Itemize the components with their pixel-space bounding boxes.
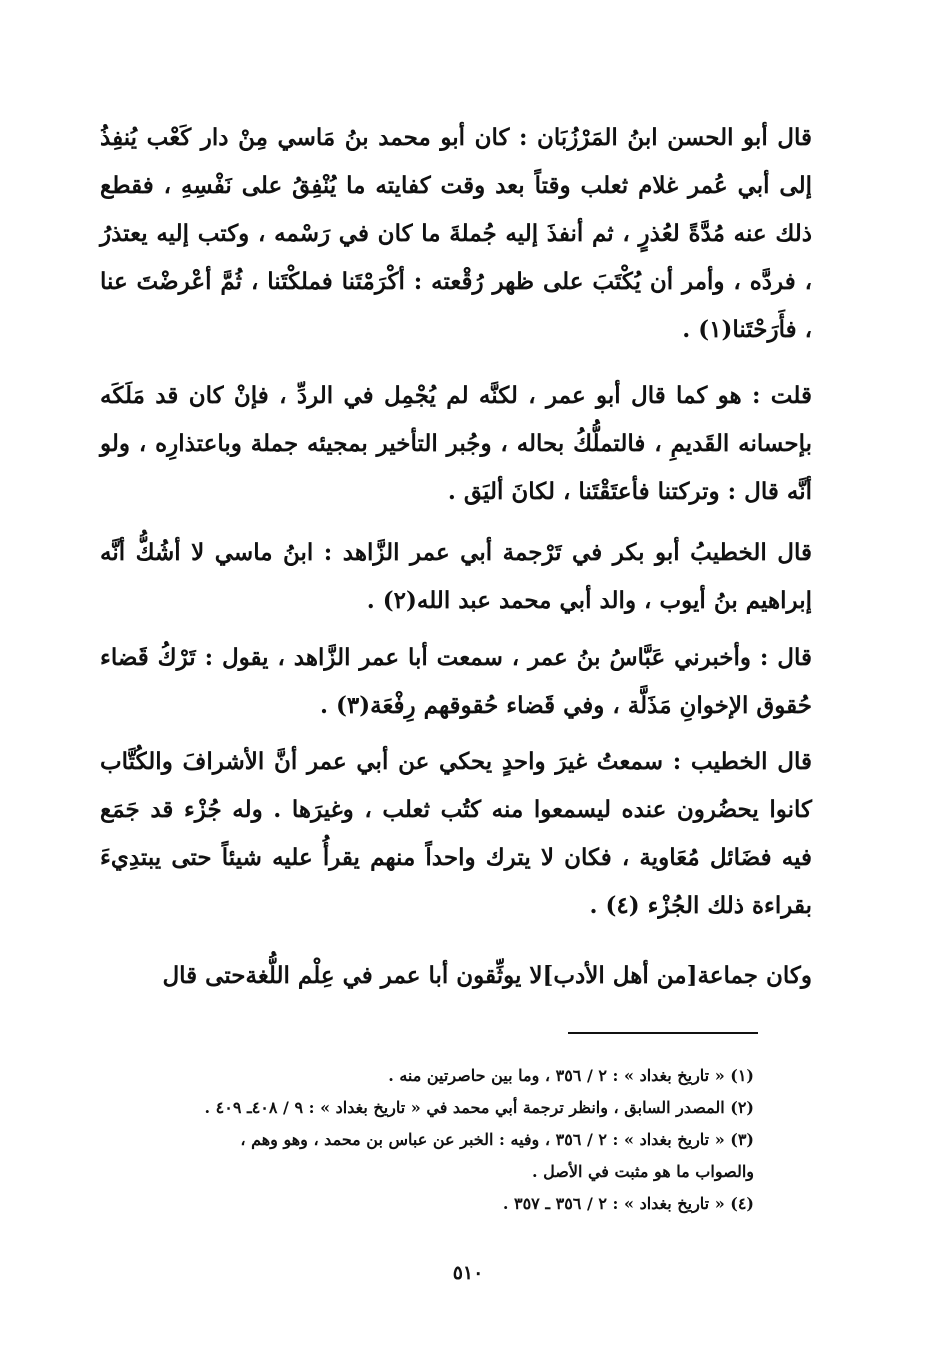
- footnote-4: (٤) « تاريخ بغداد » : ٢ / ٣٥٦ ـ ٣٥٧ .: [502, 1194, 754, 1213]
- footnote-2: (٢) المصدر السابق ، وانظر ترجمة أبي محمد في « تاريخ بغداد » : ٩ / ٤٠٨ـ ٤٠٩ .: [204, 1098, 754, 1117]
- footnote-3-continuation: والصواب ما هو مثبت في الأصل .: [531, 1162, 754, 1181]
- paragraph-3: قال الخطيبُ أبو بكر في تَرْجمة أبي عمر الزَّاهد : ابنُ ماسي لا أشُكُّ أنَّه إبراهيم بنُ أيوب ، والد أبي محمد عبد الله(٢) .: [100, 539, 812, 614]
- paragraph-2: قلت : هو كما قال أبو عمر ، لكنَّه لم يُجْمِل في الردِّ ، فإنْ كان قد مَلَكَه بإحسانه القَديمِ ، فالتملُّكُ بحاله ، وجُبر التأخير بمجيئه جملة وباعتذارِه ، ولو أنَّه قال : وتركتنا فأعتَقْتَنا ، لكانَ أليَق .: [100, 382, 812, 505]
- paragraph-4: قال : وأخبرني عَبَّاسُ بنُ عمر ، سمعت أبا عمر الزَّاهد ، يقول : تَرْكُ قَضاء حُقوق الإخوانِ مَذَلَّة ، وفي قَضاء حُقوقهم رِفْعَة(٣) .: [100, 644, 812, 719]
- footnotes: [100, 1060, 812, 1220]
- paragraph-5: قال الخطيب : سمعتُ غيرَ واحدٍ يحكي عن أبي عمر أنَّ الأشرافَ والكُتَّاب كانوا يحضُرون عنده ليسمعوا منه كتُب ثعلب ، وغيرَها . وله جُزْء قد جَمَع فيه فضَائل مُعَاوية ، فكان لا يترك واحداً منهم يقرأُ عليه شيئاً حتى يبتدِيءَ بقراءة ذلك الجُزْء (٤) .: [100, 748, 812, 919]
- paragraph-1: قال أبو الحسن ابنُ المَرْزُبَان : كان أبو محمد بنُ مَاسي مِنْ دار كَعْب يُنفِذُ إلى أبي عُمر غلام ثعلب وقتاً بعد وقت كفايته ما يُنْفِقُ على نَفْسِهِ ، فقطع ذلك عنه مُدَّةً لعُذرٍ ، ثم أنفذَ إليه جُملةَ ما كان في رَسْمه ، وكتب إليه يعتذرُ ، فردَّه ، وأمر أن يُكْتَبَ على ظهر رُقْعته : أكْرَمْتَنا فملكْتَنا ، ثُمَّ أعْرضْتَ عنا ، فأَرَحْتَنا(١) .: [100, 124, 812, 343]
- page-number: ٥١٠: [452, 1262, 484, 1284]
- footnote-3: (٣) « تاريخ بغداد » : ٢ / ٣٥٦ ، وفيه : الخبر عن عباس بن محمد ، وهو وهم ،: [240, 1130, 754, 1149]
- footnote-separator: [568, 1032, 758, 1034]
- paragraph-6: وكان جماعة[من أهل الأدب]لا يوثِّقون أبا عمر في عِلْم اللُّغةحتى قال: [162, 962, 812, 989]
- footnote-1: (١) « تاريخ بغداد » : ٢ / ٣٥٦ ، وما بين حاصرتين منه .: [388, 1066, 754, 1085]
